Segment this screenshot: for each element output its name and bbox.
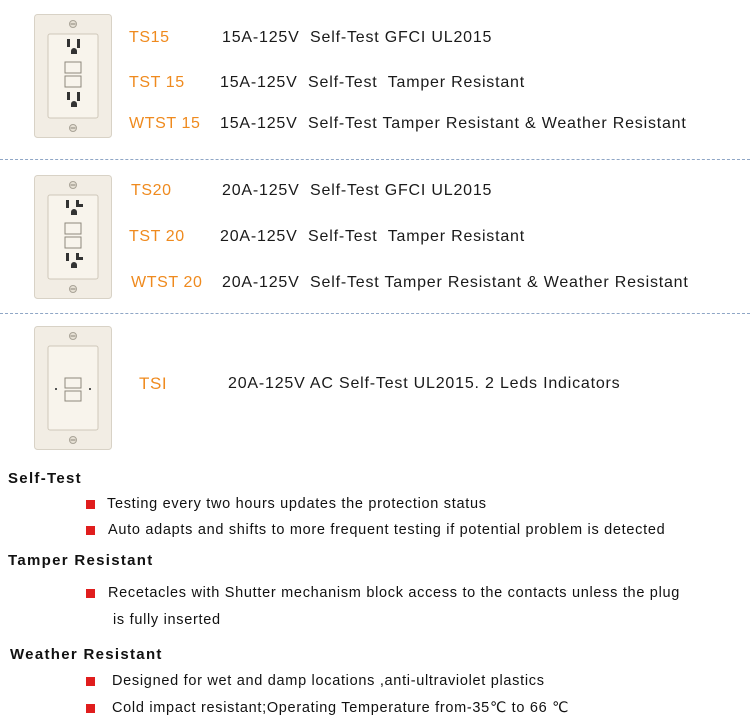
red-square-bullet-icon: [86, 589, 95, 598]
feature-item: Auto adapts and shifts to more frequent testing if potential problem is detected: [108, 522, 666, 538]
feature-item: Cold impact resistant;Operating Temperature from-35℃ to 66 ℃: [112, 700, 570, 716]
feature-item: Designed for wet and damp locations ,anti-ultraviolet plastics: [112, 673, 545, 689]
model-description: 15A-125V Self-Test Tamper Resistant & Weather Resistant: [220, 115, 687, 132]
red-square-bullet-icon: [86, 704, 95, 713]
section-title: Weather Resistant: [10, 646, 163, 663]
model-code: TST 20: [129, 228, 185, 245]
model-description: 20A-125V Self-Test GFCI UL2015: [222, 182, 493, 199]
red-square-bullet-icon: [86, 500, 95, 509]
model-description: 15A-125V Self-Test GFCI UL2015: [222, 29, 493, 46]
model-code: TSI: [139, 374, 168, 393]
section-title: Self-Test: [8, 470, 82, 487]
model-description: 20A-125V AC Self-Test UL2015. 2 Leds Indicators: [228, 375, 621, 392]
section-divider: [0, 313, 750, 314]
gfci-outlet-20a-image: [34, 175, 112, 299]
gfci-outlet-15a-image: [34, 14, 112, 138]
self-test-device-image: [34, 326, 112, 450]
section-divider: [0, 159, 750, 160]
model-code: TS20: [131, 182, 172, 199]
section-title: Tamper Resistant: [8, 552, 154, 569]
model-code: WTST 15: [129, 115, 201, 132]
feature-item-continuation: is fully inserted: [113, 612, 221, 628]
model-code: TS15: [129, 29, 170, 46]
model-description: 20A-125V Self-Test Tamper Resistant: [220, 228, 525, 245]
model-description: 15A-125V Self-Test Tamper Resistant: [220, 74, 525, 91]
model-code: WTST 20: [131, 274, 203, 291]
red-square-bullet-icon: [86, 677, 95, 686]
red-square-bullet-icon: [86, 526, 95, 535]
model-description: 20A-125V Self-Test Tamper Resistant & Weather Resistant: [222, 274, 689, 291]
feature-item: Testing every two hours updates the protection status: [107, 496, 487, 512]
feature-item: Recetacles with Shutter mechanism block access to the contacts unless the plug: [108, 585, 681, 601]
model-code: TST 15: [129, 74, 185, 91]
